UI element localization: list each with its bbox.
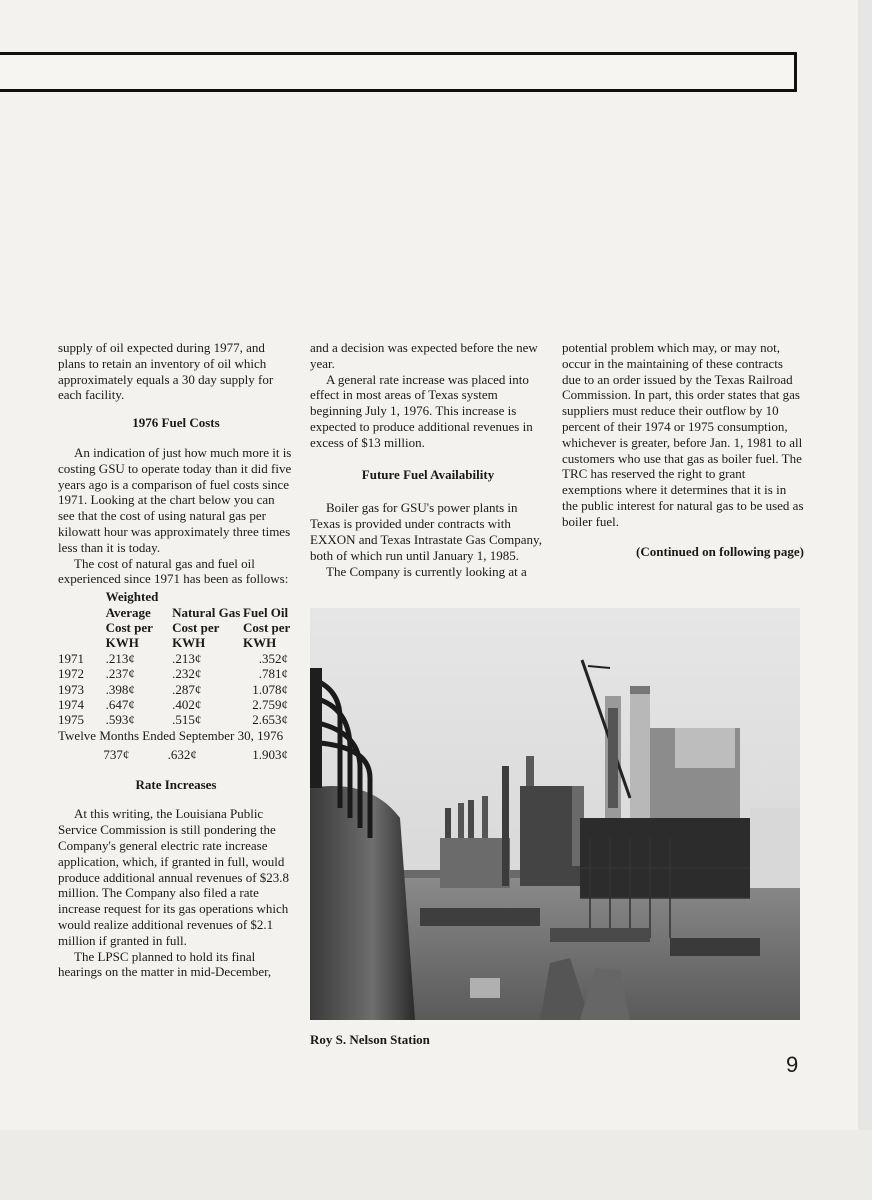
table-cell-year: 1974 xyxy=(58,697,84,712)
column-1 xyxy=(58,340,294,980)
table-cell-oil: .352¢ xyxy=(258,650,288,666)
table-cell-weighted: .647¢ xyxy=(105,697,135,712)
table-header-gas: Natural Gas Cost per KWH xyxy=(172,604,241,651)
page-bottom-margin xyxy=(0,1130,872,1200)
col1-paragraph-3: The cost of natural gas and fuel oil experienced since 1971 has been as follows: xyxy=(58,555,289,587)
table-cell-year: 1971 xyxy=(58,650,84,666)
power-plant-photo xyxy=(310,608,800,1020)
col1-paragraph-5: The LPSC planned to hold its final hearings on the matter in mid-December, xyxy=(58,948,272,980)
table-cell-gas: .287¢ xyxy=(172,681,202,697)
column-3 xyxy=(562,340,804,559)
photo-caption: Roy S. Nelson Station xyxy=(310,1032,430,1047)
col3-paragraph-1: potential problem which may, or may not, occur in the maintaining of these contracts due to an order issued by the Texas Railroad Commission. In part, this order states that gas suppliers must reduce their outflow by 10 percent of their 1974 or 1975 consumption, whichever is greater, before Jan. 1, 1981 to all customers who use that gas as boiler fuel. The TRC has reserved the right to grant exemptions where it determines that it is in the public interest for natural gas to be used as boiler fuel. xyxy=(562,340,804,529)
heading-fuel-costs: 1976 Fuel Costs xyxy=(132,415,220,431)
col1-paragraph-1: supply of oil expected during 1977, and plans to retain an inventory of oil which approximately equals a 30 day supply for each facility. xyxy=(58,340,274,403)
table-cell-gas: .213¢ xyxy=(172,650,202,666)
table-cell-year: 1972 xyxy=(58,666,84,682)
table-cell-oil: 1.903¢ xyxy=(252,747,288,763)
section-header-bar xyxy=(0,52,797,92)
table-row xyxy=(58,697,294,712)
fuel-cost-table xyxy=(58,589,294,728)
table-row xyxy=(58,666,294,681)
column-2 xyxy=(310,340,546,579)
col2-paragraph-1: and a decision was expected before the new year. xyxy=(310,340,538,371)
table-cell-oil: 2.759¢ xyxy=(252,697,288,712)
table-cell-gas: .515¢ xyxy=(172,712,202,728)
table-cell-weighted: .593¢ xyxy=(105,712,135,728)
table-cell-weighted: .398¢ xyxy=(105,681,135,697)
table-cell-weighted: .213¢ xyxy=(105,650,135,666)
table-cell-year: 1973 xyxy=(58,681,84,697)
continued-note: (Continued on following page) xyxy=(636,543,804,559)
col1-paragraph-2: An indication of just how much more it is costing GSU to operate today than it did five years ago is a comparison of fuel costs since 1971. Looking at the chart below you can see that the cost of using natural gas per kilowatt hour was approximately three times less than it is today. xyxy=(58,444,292,555)
table-row xyxy=(58,682,294,697)
table-cell-oil: 1.078¢ xyxy=(252,681,288,697)
table-header-weighted: Weighted Average Cost per KWH xyxy=(105,589,159,651)
table-twelve-months-row xyxy=(58,747,294,762)
col1-paragraph-4: At this writing, the Louisiana Public Service Commission is still pondering the Company's general electric rate increase application, which, if granted in full, would produce additional annual revenues of $23.8 million. The Company also filed a rate increase request for its gas operations which would realize additional revenues of $2.1 million if granted in full. xyxy=(58,806,290,948)
col2-paragraph-3: Boiler gas for GSU's power plants in Texas is provided under contracts with EXXON and Texas Intrastate Gas Company, both of which run until January 1, 1985. xyxy=(310,500,542,563)
table-row xyxy=(58,712,294,727)
table-cell-year: 1975 xyxy=(58,712,84,728)
heading-rate-increases: Rate Increases xyxy=(135,776,217,792)
page-edge xyxy=(858,0,872,1200)
table-cell-gas: .232¢ xyxy=(172,666,202,682)
heading-future-fuel: Future Fuel Availability xyxy=(361,466,495,482)
col2-paragraph-4: The Company is currently looking at a xyxy=(326,563,527,579)
page-number: 9 xyxy=(786,1052,799,1077)
table-cell-weighted: .237¢ xyxy=(105,666,135,682)
table-cell-oil: 2.653¢ xyxy=(252,712,288,728)
table-row xyxy=(58,651,294,666)
col2-paragraph-2: A general rate increase was placed into effect in most areas of Texas system beginning July 1, 1976. This increase is expected to produce additional revenues in excess of $13 million. xyxy=(310,371,533,450)
table-twelve-months-label: Twelve Months Ended September 30, 1976 xyxy=(58,727,284,743)
table-cell-oil: .781¢ xyxy=(258,666,288,682)
table-cell-gas: .632¢ xyxy=(167,747,197,763)
table-cell-gas: .402¢ xyxy=(172,697,202,712)
table-header-oil: Fuel Oil Cost per KWH xyxy=(243,604,291,651)
table-cell-weighted: 737¢ xyxy=(103,747,130,763)
